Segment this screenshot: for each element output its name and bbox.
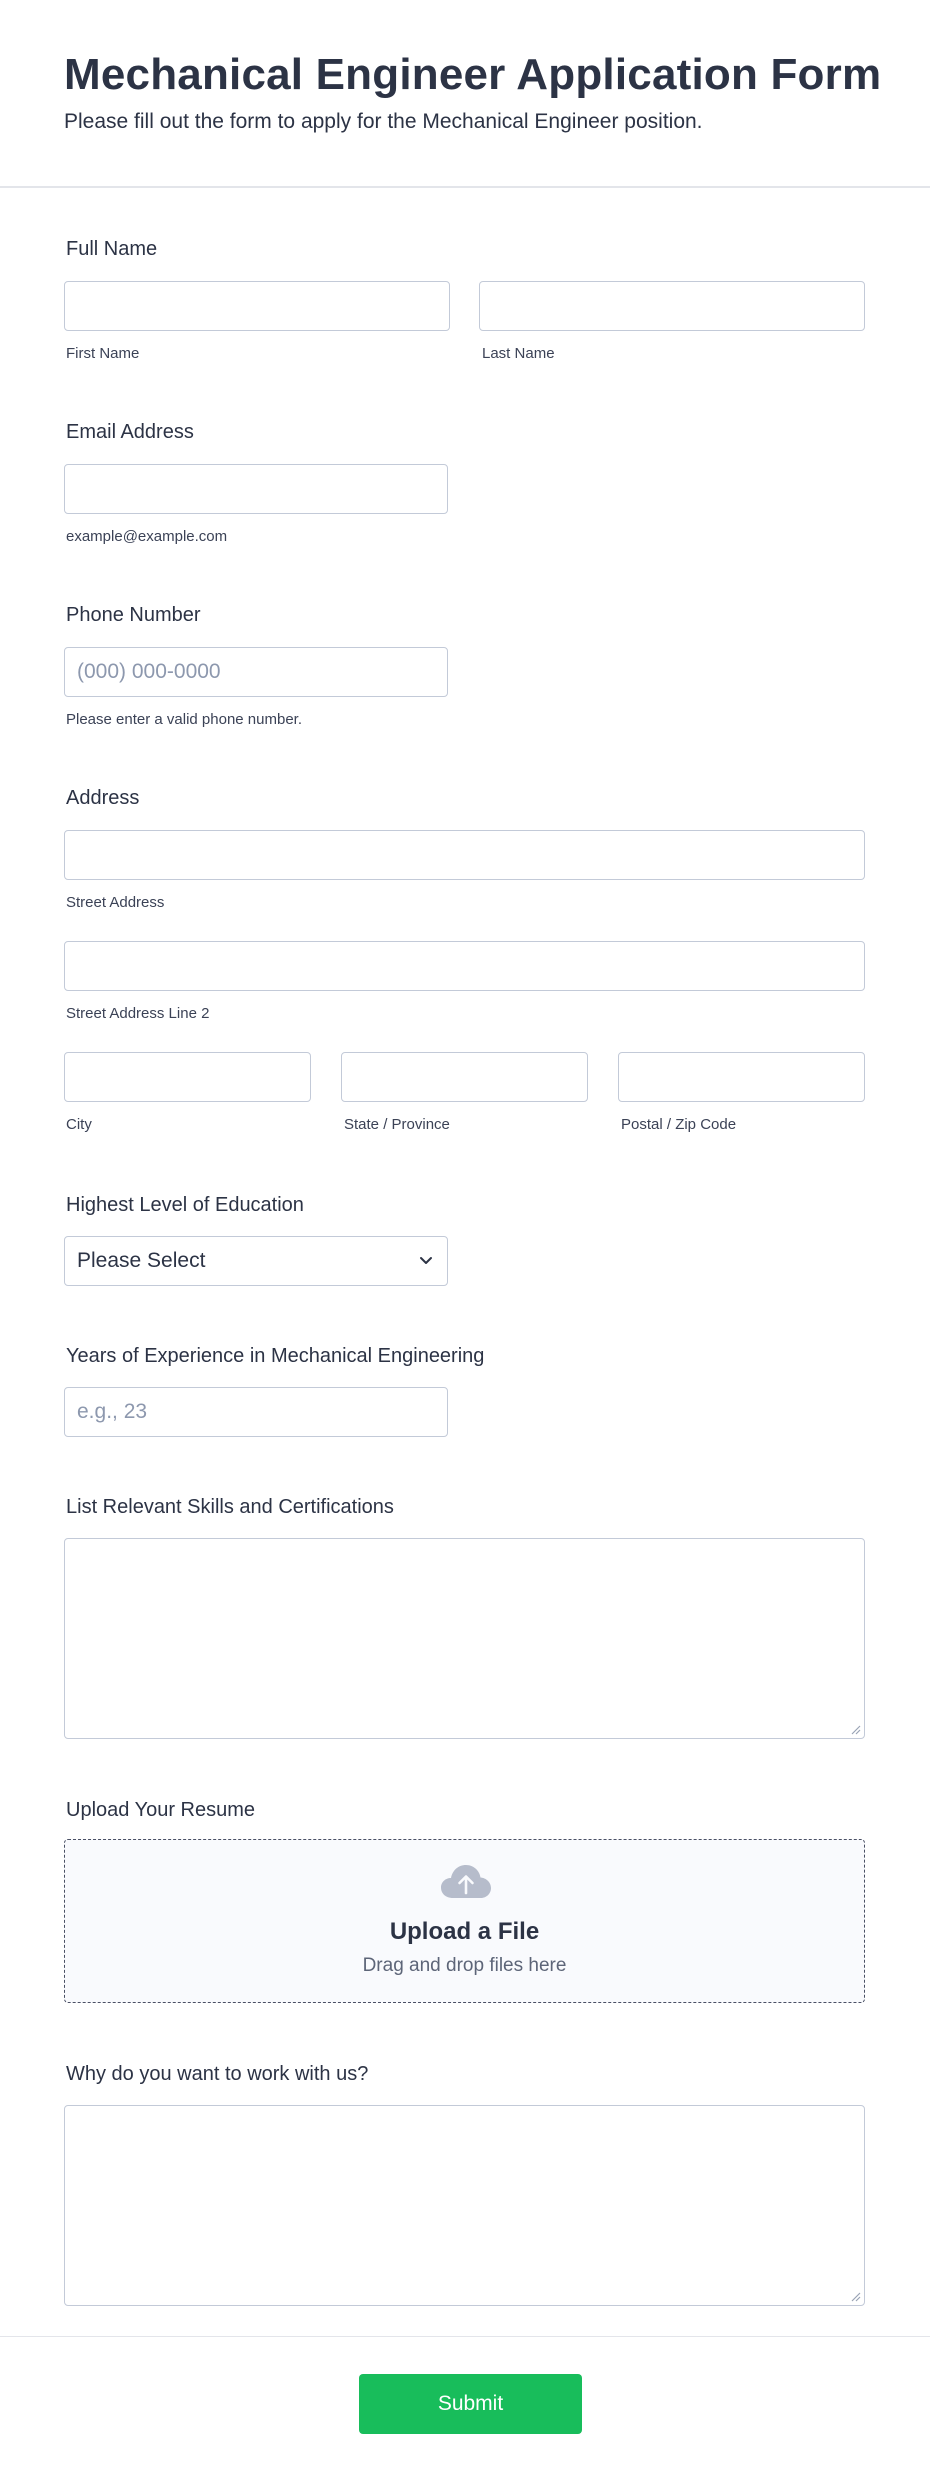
address-label: Address [66,787,140,809]
state-input[interactable] [341,1052,588,1102]
street-address-line2-input[interactable] [64,941,865,991]
file-upload-dropzone[interactable] [64,1839,865,2003]
form-title: Mechanical Engineer Application Form [64,50,882,99]
cloud-upload-icon [440,1864,492,1900]
city-input[interactable] [64,1052,311,1102]
upload-subtitle: Drag and drop files here [362,1955,567,1976]
phone-input[interactable] [64,647,448,697]
phone-label: Phone Number [66,604,201,626]
resize-grip-icon[interactable] [849,1723,861,1735]
last-name-sublabel: Last Name [482,345,555,362]
zip-input[interactable] [618,1052,865,1102]
street-address-line2-sublabel: Street Address Line 2 [66,1005,210,1022]
street-address-sublabel: Street Address [66,894,165,911]
first-name-sublabel: First Name [66,345,140,362]
resume-label: Upload Your Resume [66,1799,256,1821]
skills-textarea[interactable] [64,1538,865,1739]
email-sublabel: example@example.com [66,528,228,545]
education-select[interactable] [64,1236,448,1286]
form-subtitle: Please fill out the form to apply for the Mechanical Engineer position. [64,110,703,133]
city-sublabel: City [66,1116,92,1133]
email-input[interactable] [64,464,448,514]
last-name-input[interactable] [479,281,865,331]
email-label: Email Address [66,421,194,443]
skills-label: List Relevant Skills and Certifications [66,1496,394,1518]
motivation-label: Why do you want to work with us? [66,2063,369,2085]
phone-sublabel: Please enter a valid phone number. [66,711,302,728]
chevron-down-icon [417,1251,435,1269]
first-name-input[interactable] [64,281,450,331]
submit-button[interactable]: Submit [359,2374,582,2434]
form-header [0,0,930,188]
upload-title: Upload a File [389,1918,540,1945]
zip-sublabel: Postal / Zip Code [621,1116,737,1133]
motivation-textarea[interactable] [64,2105,865,2306]
resize-grip-icon[interactable] [849,2290,861,2302]
experience-input[interactable] [64,1387,448,1437]
street-address-input[interactable] [64,830,865,880]
experience-label: Years of Experience in Mechanical Engineering [66,1345,485,1367]
education-selected-value: Please Select [77,1249,206,1272]
education-label: Highest Level of Education [66,1194,304,1216]
footer-divider [0,2336,930,2337]
full-name-label: Full Name [66,238,158,260]
state-sublabel: State / Province [344,1116,450,1133]
